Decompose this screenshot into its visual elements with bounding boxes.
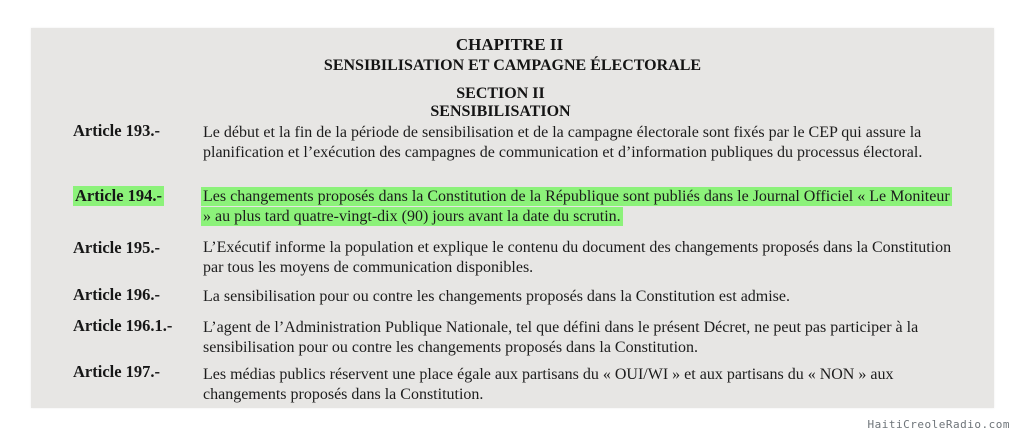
article-text-highlighted: Les changements proposés dans la Constitution de la République sont publiés dans le Journal Officiel « Le Moniteur » au plus tard quatre-vingt-dix (90) jours avant la date du scrutin. — [203, 188, 950, 225]
watermark: HaitiCreoleRadio.com — [867, 418, 1010, 431]
section-subtitle: SENSIBILISATION — [430, 103, 571, 120]
article-label: Article 196.1.- — [73, 316, 173, 335]
article-text: La sensibilisation pour ou contre les changements proposés dans la Constitution est admise. — [203, 288, 791, 305]
article-text: Le début et la fin de la période de sensibilisation et de la campagne électorale sont fixés par le CEP qui assure la planification et l’exécution des campagnes de communication et d’information publiques du processus électoral. — [203, 124, 923, 161]
section-title: SECTION II — [456, 85, 545, 102]
article-label: Article 197.- — [73, 362, 161, 381]
article-text: L’Exécutif informe la population et explique le contenu du document des changements proposés dans la Constitution par tous les moyens de communication disponibles. — [203, 239, 952, 276]
chapter-title: CHAPITRE II — [455, 35, 564, 54]
chapter-subtitle: SENSIBILISATION ET CAMPAGNE ÉLECTORALE — [323, 57, 702, 74]
article-label-highlighted: Article 194.- — [75, 186, 163, 205]
article-text: L’agent de l’Administration Publique Nationale, tel que défini dans le présent Décret, ne peut pas participer à la sensibilisation pour ou contre les changements proposés dans la Constitution. — [203, 319, 919, 356]
article-label: Article 195.- — [73, 238, 161, 257]
document-page — [31, 28, 994, 408]
article-label: Article 196.- — [73, 285, 161, 304]
article-label: Article 193.- — [73, 121, 161, 140]
article-text: Les médias publics réservent une place égale aux partisans du « OUI/WI » et aux partisans du « NON » aux changements proposés dans la Constitution. — [203, 366, 894, 403]
